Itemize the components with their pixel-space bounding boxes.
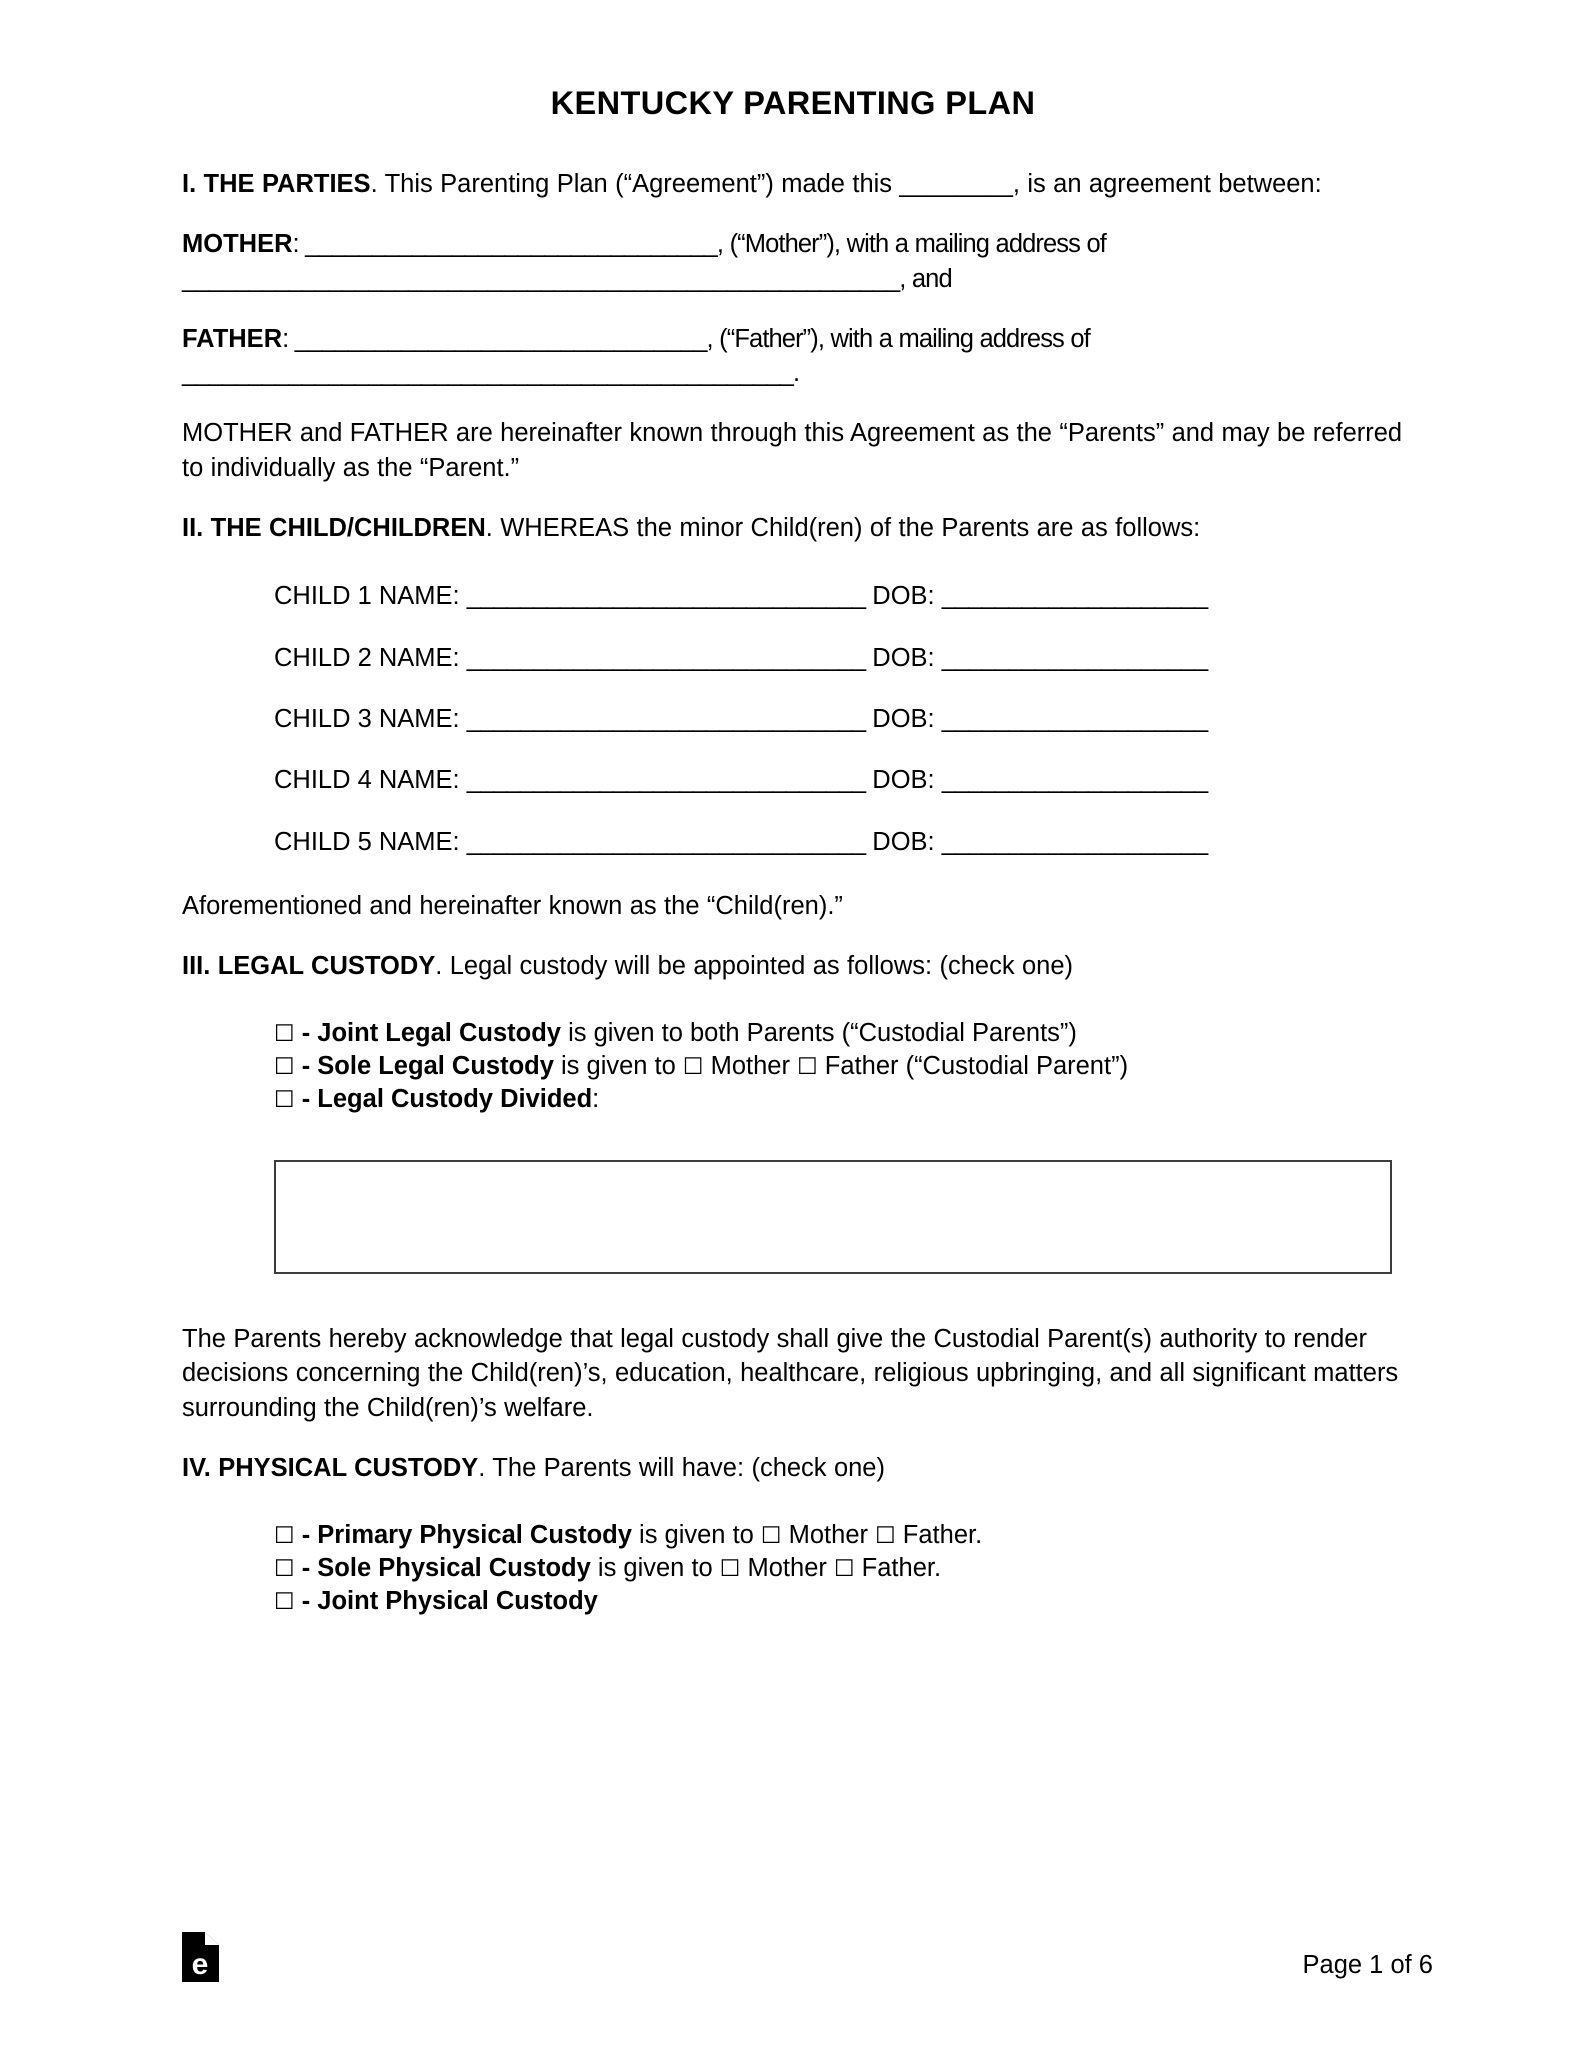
child-name-label: CHILD 4 NAME: (274, 766, 467, 795)
children-closing-paragraph: Aforementioned and hereinafter known as the “Child(ren).” (182, 891, 843, 920)
child-name-label: CHILD 3 NAME: (274, 704, 467, 733)
father-option-label: Father (“Custodial Parent”) (817, 1052, 1129, 1081)
section-1-heading: I. THE PARTIES (182, 170, 371, 198)
child-dob-input[interactable]: ____________________ (941, 704, 1208, 733)
father-option-label: Father. (854, 1554, 942, 1583)
child-name-input[interactable]: ______________________________ (466, 582, 866, 611)
option-rest: : (592, 1085, 600, 1114)
section-4-intro (182, 1451, 1404, 1485)
page-footer (182, 1922, 1433, 1982)
eforms-logo-letter: e (191, 1948, 209, 1981)
child-dob-label: DOB: (865, 766, 942, 795)
child-row (274, 702, 1404, 736)
page-title: KENTUCKY PARENTING PLAN (550, 85, 1036, 121)
child-dob-label: DOB: (865, 582, 942, 611)
option-dash: - (294, 1587, 318, 1616)
child-row (274, 579, 1404, 613)
option-label: Sole Physical Custody (317, 1554, 591, 1583)
option-rest: is given to (553, 1052, 683, 1081)
child-dob-label: DOB: (865, 704, 942, 733)
mother-party-line (182, 227, 1404, 296)
legal-custody-options (274, 1017, 1404, 1116)
parties-closing-paragraph: MOTHER and FATHER are hereinafter known through this Agreement as the “Parents” and may be referred to individually as the “Parent.” (182, 419, 1403, 482)
document-content (182, 84, 1404, 1618)
section-4-heading: IV. PHYSICAL CUSTODY (182, 1454, 479, 1483)
checkbox-icon[interactable]: ☐ (274, 1523, 295, 1550)
child-row (274, 825, 1404, 859)
mother-label: MOTHER (182, 230, 293, 259)
child-dob-input[interactable]: ____________________ (941, 766, 1208, 795)
child-row (274, 763, 1404, 797)
option-rest: is given to (631, 1521, 761, 1550)
child-dob-input[interactable]: ____________________ (941, 582, 1208, 611)
checkbox-father-icon[interactable]: ☐ (833, 1556, 855, 1583)
checkbox-icon[interactable]: ☐ (274, 1021, 295, 1048)
child-row (274, 641, 1404, 675)
section-2-heading: II. THE CHILD/CHILDREN (182, 514, 486, 543)
option-label: Joint Legal Custody (317, 1019, 561, 1048)
checkbox-mother-icon[interactable]: ☐ (760, 1523, 782, 1550)
option-label: Sole Legal Custody (317, 1052, 554, 1081)
checkbox-icon[interactable]: ☐ (274, 1087, 295, 1114)
father-fields[interactable]: : _______________________________, (“Father”), with a mailing address of ______________________________________________. (182, 324, 1090, 388)
checkbox-father-icon[interactable]: ☐ (797, 1054, 818, 1081)
child-name-label: CHILD 2 NAME: (274, 643, 467, 672)
option-legal-custody-divided[interactable] (274, 1083, 1404, 1116)
child-dob-input[interactable]: ____________________ (941, 827, 1208, 856)
physical-custody-options (274, 1519, 1404, 1618)
option-primary-physical-custody[interactable] (274, 1519, 1404, 1552)
section-3-heading: III. LEGAL CUSTODY (182, 952, 436, 981)
section-2-intro (182, 511, 1404, 545)
section-1-intro-rest: . This Parenting Plan (“Agreement”) made this ________, is an agreement between: (370, 170, 1322, 198)
checkbox-icon[interactable]: ☐ (274, 1589, 295, 1616)
eforms-logo (182, 1932, 219, 1982)
child-name-label: CHILD 5 NAME: (274, 827, 467, 856)
option-sole-physical-custody[interactable] (274, 1552, 1404, 1585)
checkbox-mother-icon[interactable]: ☐ (682, 1054, 704, 1081)
child-name-input[interactable]: ______________________________ (466, 643, 866, 672)
legal-custody-divided-textarea[interactable] (274, 1160, 1392, 1274)
child-name-input[interactable]: ______________________________ (466, 766, 866, 795)
father-party-line (182, 322, 1404, 391)
section-3-intro (182, 949, 1404, 983)
option-sole-legal-custody[interactable] (274, 1050, 1404, 1083)
option-dash: - (294, 1521, 318, 1550)
father-label: FATHER (182, 324, 283, 353)
option-dash: - (294, 1052, 318, 1081)
option-rest: is given to (590, 1554, 720, 1583)
father-option-label: Father. (895, 1521, 983, 1550)
child-name-input[interactable]: ______________________________ (466, 827, 866, 856)
mother-option-label: Mother (781, 1521, 876, 1550)
child-name-label: CHILD 1 NAME: (274, 582, 467, 611)
option-dash: - (294, 1554, 318, 1583)
section-3-intro-rest: . Legal custody will be appointed as follows: (check one) (435, 952, 1074, 981)
mother-option-label: Mother (740, 1554, 834, 1583)
option-label: Primary Physical Custody (317, 1521, 632, 1550)
option-rest: is given to both Parents (“Custodial Parents”) (560, 1019, 1077, 1048)
checkbox-icon[interactable]: ☐ (274, 1556, 295, 1583)
mother-option-label: Mother (703, 1052, 798, 1081)
child-dob-label: DOB: (865, 827, 942, 856)
child-name-input[interactable]: ______________________________ (466, 704, 866, 733)
children-list (182, 579, 1404, 858)
option-label: Joint Physical Custody (317, 1587, 598, 1616)
option-label: Legal Custody Divided (317, 1085, 593, 1114)
option-dash: - (294, 1085, 318, 1114)
checkbox-father-icon[interactable]: ☐ (875, 1523, 896, 1550)
section-2-intro-rest: . WHEREAS the minor Child(ren) of the Parents are as follows: (485, 514, 1201, 543)
section-1-intro (182, 167, 1404, 201)
child-dob-label: DOB: (865, 643, 942, 672)
child-dob-input[interactable]: ____________________ (941, 643, 1208, 672)
page-number: Page 1 of 6 (1302, 1950, 1433, 1979)
mother-fields[interactable]: : _______________________________, (“Mother”), with a mailing address of ______________________________________________________, and (182, 230, 1106, 293)
section-4-intro-rest: . The Parents will have: (check one) (478, 1454, 885, 1483)
option-joint-physical-custody[interactable] (274, 1585, 1404, 1618)
checkbox-mother-icon[interactable]: ☐ (719, 1556, 741, 1583)
option-joint-legal-custody[interactable] (274, 1017, 1404, 1050)
legal-custody-acknowledgement: The Parents hereby acknowledge that legal custody shall give the Custodial Parent(s) authority to render decisions concerning the Child(ren)’s, education, healthcare, religious upbringing, and all significant matters surrounding the Child(ren)’s welfare. (182, 1325, 1399, 1422)
option-dash: - (294, 1019, 318, 1048)
checkbox-icon[interactable]: ☐ (274, 1054, 295, 1081)
